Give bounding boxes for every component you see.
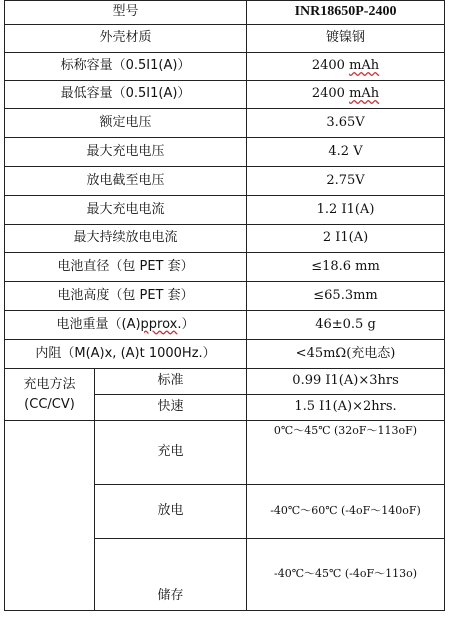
shell-material-value: 镀镍钢 [247,25,445,53]
height-label: 电池高度（包 PET 套） [5,282,247,311]
row-min-capacity [5,81,445,109]
rated-voltage-label: 额定电压 [5,109,247,138]
shell-material-label: 外壳材质 [5,25,247,53]
max-discharge-current-label: 最大持续放电电流 [5,225,247,253]
temp-discharge-label: 放电 [95,485,247,539]
internal-resistance-label: 内阻（M(A)x, (A)t 1000Hz.） [5,340,247,369]
row-max-discharge-current [5,225,445,253]
weight-label-pre: 电池重量（(A) [56,316,141,332]
row-charge-standard [5,369,445,395]
row-discharge-cutoff [5,167,445,196]
model-value: INR18650P-2400 [247,1,445,25]
row-nominal-capacity [5,53,445,81]
row-height [5,282,445,311]
row-weight [5,311,445,340]
rated-voltage-value: 3.65V [247,109,445,138]
diameter-label: 电池直径（包 PET 套） [5,253,247,282]
row-max-charge-current [5,196,445,225]
temp-storage-label: 储存 [95,539,247,611]
row-internal-resistance [5,340,445,369]
weight-value: 46±0.5 g [247,311,445,340]
temp-charge-label: 充电 [95,421,247,485]
spec-sheet [4,0,444,611]
charge-fast-label: 快速 [95,395,247,421]
charge-method-line2: (CC/CV) [24,396,75,412]
charge-method-label [5,369,95,421]
charge-standard-value: 0.99 I1(A)×3hrs [247,369,445,395]
height-value: ≤65.3mm [247,282,445,311]
max-charge-voltage-value: 4.2 V [247,138,445,167]
charge-fast-value: 1.5 I1(A)×2hrs. [247,395,445,421]
charge-standard-label: 标准 [95,369,247,395]
diameter-value: ≤18.6 mm [247,253,445,282]
nominal-capacity-unit: mAh [349,58,380,74]
row-rated-voltage [5,109,445,138]
weight-label [5,311,247,340]
min-capacity-number: 2400 [311,86,350,102]
charge-method-line1: 充电方法 [23,377,76,392]
max-charge-current-value: 1.2 I1(A) [247,196,445,225]
spec-table [4,0,445,611]
nominal-capacity-value [247,53,445,81]
row-model [5,1,445,25]
row-shell-material [5,25,445,53]
max-charge-voltage-label: 最大充电电压 [5,138,247,167]
max-discharge-current-value: 2 I1(A) [247,225,445,253]
max-charge-current-label: 最大充电电流 [5,196,247,225]
weight-label-post: .） [177,316,195,332]
min-capacity-unit: mAh [349,86,380,102]
temperature-group-cell [5,421,95,611]
row-diameter [5,253,445,282]
temp-storage-value: -40℃～45℃ (-4oF～113o) [247,539,445,611]
row-max-charge-voltage [5,138,445,167]
discharge-cutoff-value: 2.75V [247,167,445,196]
discharge-cutoff-label: 放电截至电压 [5,167,247,196]
min-capacity-value [247,81,445,109]
min-capacity-label: 最低容量（0.5I1(A)） [5,81,247,109]
nominal-capacity-label: 标称容量（0.5I1(A)） [5,53,247,81]
temp-discharge-value: -40℃～60℃ (-4oF～140oF) [247,485,445,539]
row-temp-charge [5,421,445,485]
nominal-capacity-number: 2400 [311,58,350,74]
weight-label-wavy: pprox [140,316,178,332]
model-label: 型号 [5,1,247,25]
internal-resistance-value: <45mΩ(充电态) [247,340,445,369]
temp-charge-value: 0℃～45℃ (32oF～113oF) [247,421,445,485]
